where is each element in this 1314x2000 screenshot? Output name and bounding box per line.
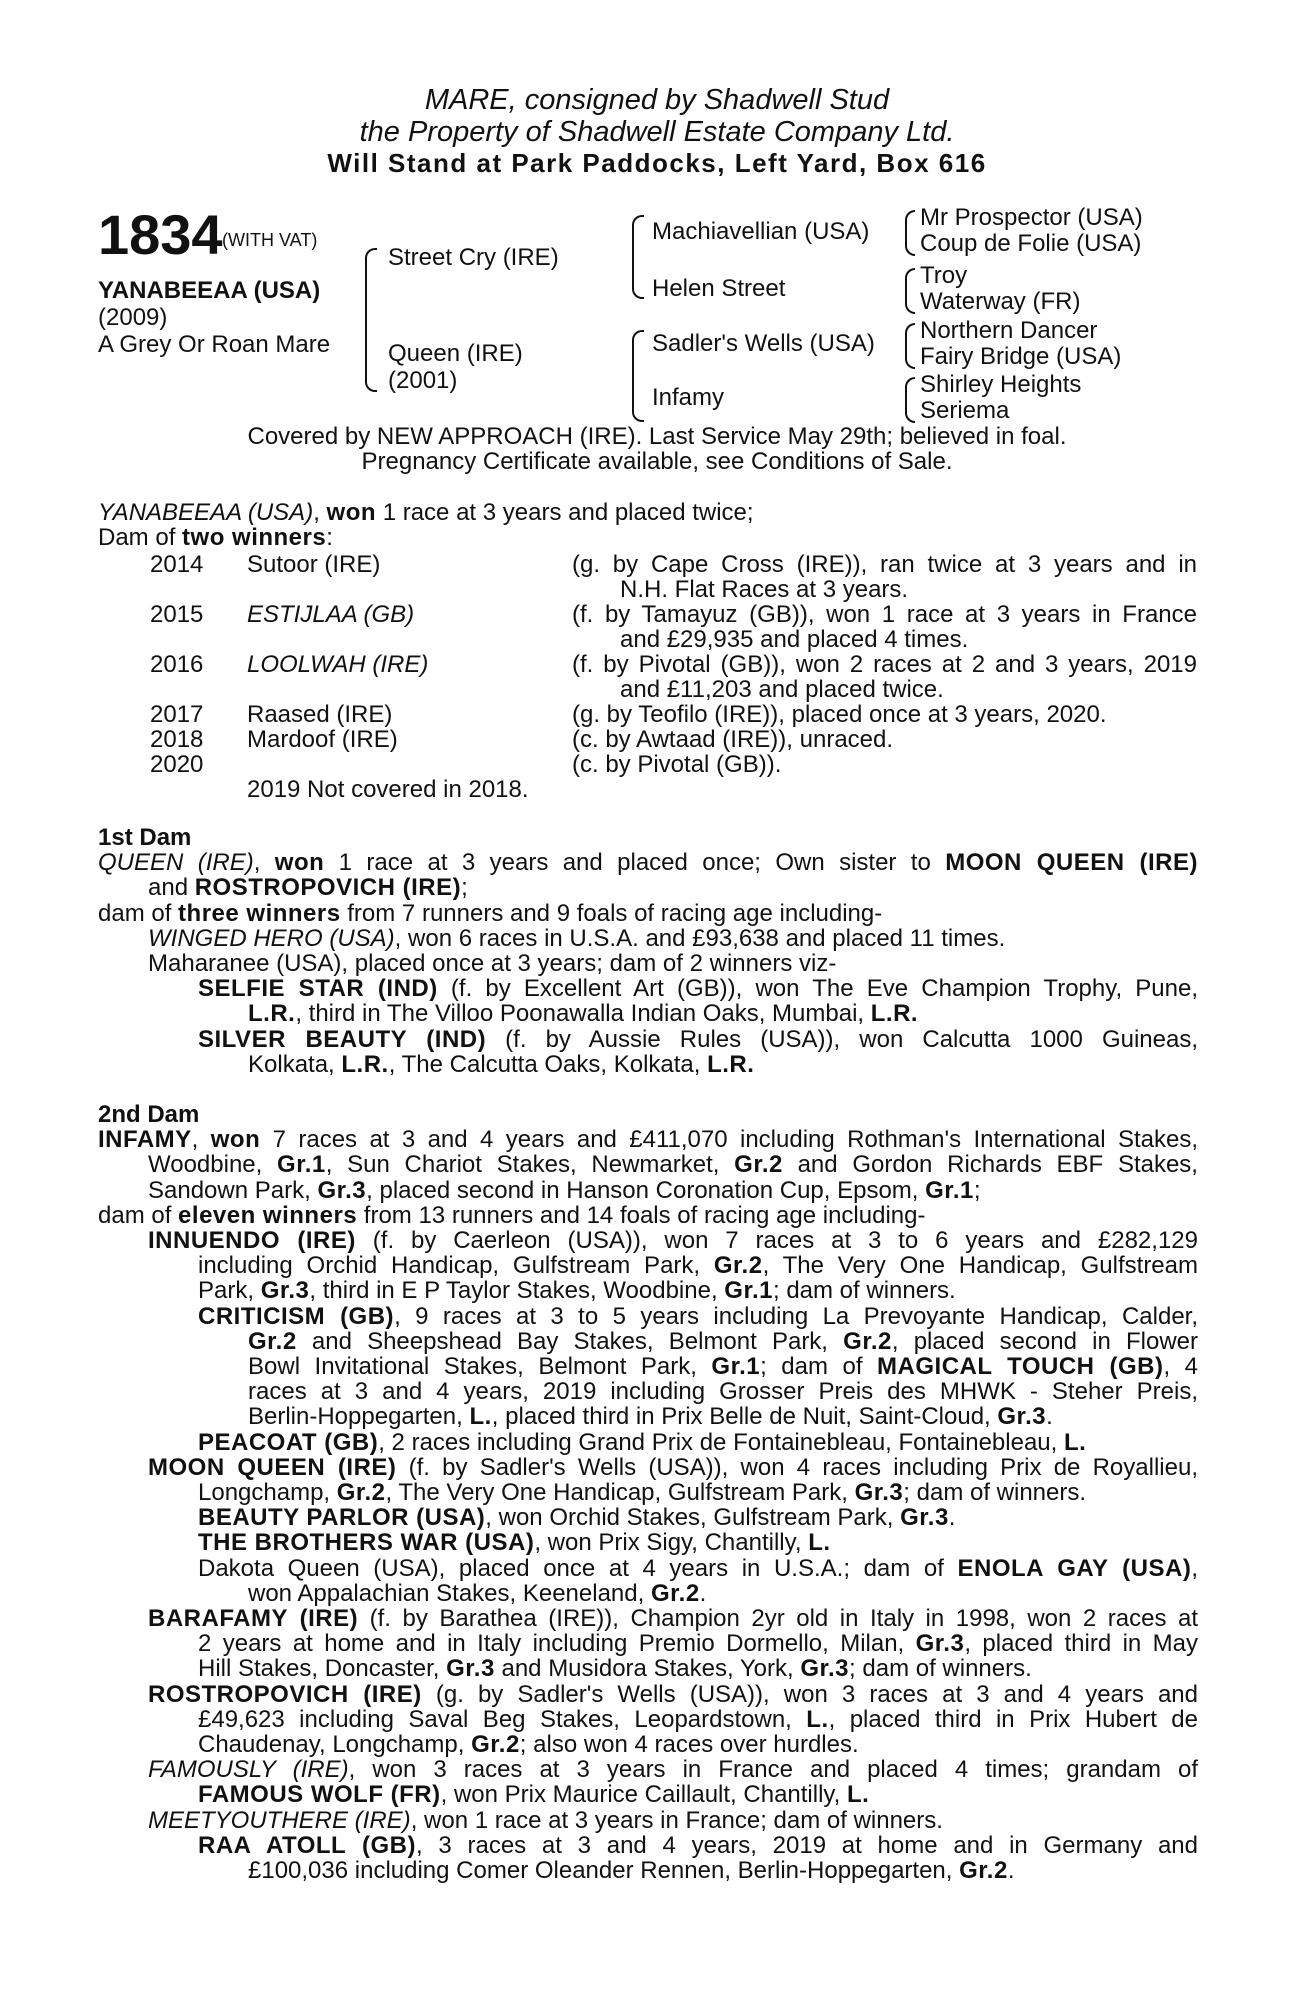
text: MOON QUEEN (IRE) [148,1453,397,1481]
text: Longchamp, [198,1479,337,1507]
text: Gr.3 [317,1176,367,1204]
text: 2 years at home and in Italy including Premio Dormello, Milan, [198,1630,916,1658]
pedigree-brace [905,377,915,423]
text: , won 6 races in U.S.A. and £93,638 and placed 11 times. [394,924,1006,952]
text: and Sheepshead Bay Stakes, Belmont Park, [296,1327,844,1355]
progeny-name: LOOLWAH (IRE) [247,651,429,678]
text: Gr.3 [854,1479,904,1507]
text: Gr.2 [336,1479,386,1507]
text: Woodbine, [148,1151,278,1179]
text: , The Very One Handicap, Gulfstream Park, [385,1479,855,1507]
first-dam-section [98,825,1198,1077]
text: ; [461,874,468,902]
pedigree-g7: Shirley Heights [920,371,1082,398]
text: Gr.2 [843,1327,892,1355]
text: Maharanee (USA), placed once at 3 years; dam of 2 winners viz- [148,950,837,978]
text: won Appalachian Stakes, Keeneland, [248,1579,651,1607]
progeny-details: (g. by Teofilo (IRE)), placed once at 3 years, 2020. [572,701,1107,728]
text: , placed third in May [964,1630,1198,1658]
text: , won Orchid Stakes, Gulfstream Park, [485,1504,901,1532]
text: . [699,1579,707,1607]
pregnancy-note: Pregnancy Certificate available, see Conditions of Sale. [361,448,953,475]
progeny-details: (g. by Cape Cross (IRE)), ran twice at 3 years and in [572,551,1197,578]
text: and Musidora Stakes, York, [494,1655,801,1683]
text: , won Prix Sigy, Chantilly, [534,1529,809,1557]
text: Berlin-Hoppegarten, [248,1403,470,1431]
pedigree-dam: Queen (IRE) [388,340,523,367]
text: PEACOAT (GB) [198,1428,379,1456]
second-dam-section [98,1102,1198,1883]
text: Gr.3 [800,1655,850,1683]
pedigree-dam-sire: Sadler's Wells (USA) [652,330,875,357]
header-location: Will Stand at Park Paddocks, Left Yard, Box 616 [327,148,987,178]
text: ; dam of winners. [849,1655,1032,1683]
text: , third in The Villoo Poonawalla Indian Oaks, Mumbai, [295,1000,871,1028]
pedigree-g1: Mr Prospector (USA) [920,204,1143,231]
progeny-details: (c. by Pivotal (GB)). [572,751,782,778]
pedigree-sire: Street Cry (IRE) [388,244,559,271]
text: ENOLA GAY (USA) [957,1554,1192,1582]
progeny-name: Raased (IRE) [247,701,393,728]
text: L. [846,1781,870,1809]
text: MAGICAL TOUCH (GB) [877,1353,1164,1381]
text: MOON QUEEN (IRE) [945,849,1198,877]
text: FAMOUSLY (IRE) [148,1756,349,1784]
progeny-year: 2014 [150,551,204,578]
pedigree-g5: Northern Dancer [920,317,1098,344]
text: ; also won 4 races over hurdles. [519,1731,859,1759]
pedigree-brace [905,323,915,369]
vat-label: (WITH VAT) [222,230,318,250]
text: SILVER BEAUTY (IND) [198,1025,487,1053]
horse-name: YANABEEAA (USA) [98,277,321,304]
text: (f. by Sadler's Wells (USA)), won 4 races including Prix de Royallieu, [396,1453,1198,1481]
header-property: the Property of Shadwell Estate Company Ltd. [359,116,955,148]
text: ROSTROPOVICH (IRE) [148,1680,422,1708]
text: (f. by Caerleon (USA)), won 7 races at 3 to 6 years and £282,129 [355,1227,1198,1255]
progeny-details: and £29,935 and placed 4 times. [620,626,969,653]
text: INNUENDO (IRE) [148,1227,356,1255]
text: from 7 runners and 9 foals of racing age including- [340,899,883,927]
pedigree-brace [905,210,915,256]
text: £100,036 including Comer Oleander Rennen, Berlin-Hoppegarten, [248,1857,960,1885]
text: . [948,1504,956,1532]
text: L.R. [870,1000,919,1028]
dam-of-label: Dam of [98,524,183,552]
text: , 4 [1163,1353,1199,1381]
text: , won 1 race at 3 years in France; dam of winners. [410,1806,943,1834]
pedigree-brace [365,248,377,392]
text: Gr.1 [711,1353,761,1381]
second-dam-heading: 2nd Dam [98,1101,200,1128]
text: , 9 races at 3 to 5 years including La Prevoyante Handicap, Calder, [394,1302,1199,1330]
text: QUEEN (IRE) [98,849,254,877]
pedigree-brace [905,268,915,314]
text: CRITICISM (GB) [198,1302,395,1330]
text: , placed third in Prix Hubert de [828,1705,1199,1733]
text: , The Very One Handicap, Gulfstream [762,1252,1198,1280]
text: (g. by Sadler's Wells (USA)), won 3 races at 3 and 4 years and [421,1680,1199,1708]
text: eleven winners [178,1201,358,1229]
horse-description: A Grey Or Roan Mare [98,331,331,358]
text: , [191,1126,211,1154]
text: L. [1063,1428,1087,1456]
text: Kolkata, [248,1050,342,1078]
text: RAA ATOLL (GB) [198,1831,416,1859]
text: Gr.3 [260,1277,310,1305]
text: L.R. [248,1000,296,1028]
progeny-name: Mardoof (IRE) [247,726,398,753]
progeny-name: ESTIJLAA (GB) [247,601,415,628]
text: and Gordon Richards EBF Stakes, [782,1151,1198,1179]
text: Gr.3 [900,1504,949,1532]
text: Gr.2 [248,1327,297,1355]
text: Hill Stakes, Doncaster, [198,1655,447,1683]
text: , 2 races including Grand Prix de Fontainebleau, Fontainebleau, [378,1428,1064,1456]
text: L.R. [707,1050,755,1078]
text: Park, [198,1277,261,1305]
text: Gr.2 [471,1731,520,1759]
pedigree-dam-year: (2001) [388,367,458,394]
text: Gr.3 [446,1655,495,1683]
text: Sandown Park, [148,1176,318,1204]
header-consignor: MARE, consigned by Shadwell Stud [424,84,890,116]
text: . [1007,1857,1015,1885]
pedigree-sire-sire: Machiavellian (USA) [652,218,870,245]
text: ROSTROPOVICH (IRE) [194,874,462,902]
text: L. [469,1403,492,1431]
winners-count: two winners [182,524,327,552]
text: from 13 runners and 14 foals of racing age including- [357,1201,926,1229]
pedigree-g2: Coup de Folie (USA) [920,230,1142,257]
text: SELFIE STAR (IND) [198,975,438,1003]
text: ; dam of winners. [903,1479,1087,1507]
text: , The Calcutta Oaks, Kolkata, [388,1050,708,1078]
text: Gr.2 [734,1151,783,1179]
text: 1 race at 3 years and placed once; Own sister to [324,849,946,877]
text: (f. by Excellent Art (GB)), won The Eve Champion Trophy, Pune, [437,975,1199,1003]
text: , third in E P Taylor Stakes, Woodbine, [309,1277,725,1305]
text: won [210,1126,261,1154]
not-covered-note: 2019 Not covered in 2018. [247,776,529,803]
text: Gr.1 [925,1176,974,1204]
text: dam of [98,899,179,927]
text: Gr.1 [277,1151,326,1179]
text: races at 3 and 4 years, 2019 including Grosser Preis des MHWK - Steher Preis, [248,1378,1198,1406]
text: , Sun Chariot Stakes, Newmarket, [325,1151,735,1179]
text: Gr.3 [997,1403,1047,1431]
progeny-year: 2016 [150,651,204,678]
text: Gr.1 [724,1277,773,1305]
mare-summary [98,500,1198,550]
progeny-details: (c. by Awtaad (IRE)), unraced. [572,726,894,753]
text: L.R. [341,1050,389,1078]
horse-year: (2009) [98,304,168,331]
text: £49,623 including Saval Beg Stakes, Leopardstown, [198,1705,807,1733]
pedigree-g8: Seriema [920,397,1010,424]
text: won [274,849,325,877]
text: THE BROTHERS WAR (USA) [198,1529,535,1557]
text: MEETYOUTHERE (IRE) [148,1806,411,1834]
text: Gr.3 [915,1630,965,1658]
text: , placed third in Prix Belle de Nuit, Saint-Cloud, [491,1403,998,1431]
covered-note: Covered by NEW APPROACH (IRE). Last Service May 29th; believed in foal. [247,423,1067,450]
text: dam of [98,1201,179,1229]
lot-number: 1834 [98,203,223,266]
pedigree-g3: Troy [920,262,968,289]
pedigree-brace [632,215,644,299]
text: , 3 races at 3 and 4 years, 2019 at home and in Germany and [416,1831,1198,1859]
text: BEAUTY PARLOR (USA) [198,1504,486,1532]
pedigree-dam-dam: Infamy [652,384,725,411]
progeny-year: 2017 [150,701,204,728]
progeny-year: 2018 [150,726,204,753]
text: Gr.2 [713,1252,763,1280]
text: Dakota Queen (USA), placed once at 4 years in U.S.A.; dam of [198,1554,958,1582]
progeny-details: (f. by Pivotal (GB)), won 2 races at 2 and 3 years, 2019 [572,651,1197,678]
text: Gr.2 [959,1857,1008,1885]
text: WINGED HERO (USA) [148,924,395,952]
text: , [313,499,327,526]
progeny-details: N.H. Flat Races at 3 years. [620,576,909,603]
text: BARAFAMY (IRE) [148,1605,359,1633]
text: ; [973,1176,981,1204]
text: Chaudenay, Longchamp, [198,1731,472,1759]
text: , won Prix Maurice Caillault, Chantilly, [440,1781,847,1809]
progeny-name: Sutoor (IRE) [247,551,381,578]
pedigree-g4: Waterway (FR) [920,288,1081,315]
text: , [253,849,275,877]
pedigree-brace [632,330,644,422]
text: (f. by Aussie Rules (USA)), won Calcutta 1000 Guineas, [486,1025,1198,1053]
text: : [326,524,333,552]
text: L. [806,1705,829,1733]
won-label: won [326,499,377,526]
progeny-year: 2020 [150,751,204,778]
text: INFAMY [98,1126,192,1154]
text: Gr.2 [650,1579,700,1607]
progeny-details: (f. by Tamayuz (GB)), won 1 race at 3 years in France [572,601,1197,628]
text: 7 races at 3 and 4 years and £411,070 including Rothman's International Stakes, [260,1126,1198,1154]
pedigree-sire-dam: Helen Street [652,275,786,302]
text: ; dam of winners. [772,1277,956,1305]
text: ; dam of [760,1353,878,1381]
text: , placed second in Flower [891,1327,1198,1355]
text: including Orchid Handicap, Gulfstream Park, [198,1252,714,1280]
text: three winners [178,899,341,927]
mare-name: YANABEEAA (USA) [98,499,314,526]
progeny-details: and £11,203 and placed twice. [620,676,944,703]
first-dam-heading: 1st Dam [98,824,192,851]
text: , won 3 races at 3 years in France and placed 4 times; grandam of [348,1756,1198,1784]
text: L. [808,1529,831,1557]
text: Bowl Invitational Stakes, Belmont Park, [248,1353,712,1381]
mare-record: 1 race at 3 years and placed twice; [376,499,754,526]
text: (f. by Barathea (IRE)), Champion 2yr old in Italy in 1998, won 2 races at [358,1605,1198,1633]
text: and [148,874,195,902]
text: . [1046,1403,1053,1431]
text: , placed second in Hanson Coronation Cup, Epsom, [366,1176,926,1204]
pedigree-g6: Fairy Bridge (USA) [920,343,1122,370]
progeny-year: 2015 [150,601,204,628]
text: FAMOUS WOLF (FR) [198,1781,441,1809]
text: , [1191,1554,1198,1582]
